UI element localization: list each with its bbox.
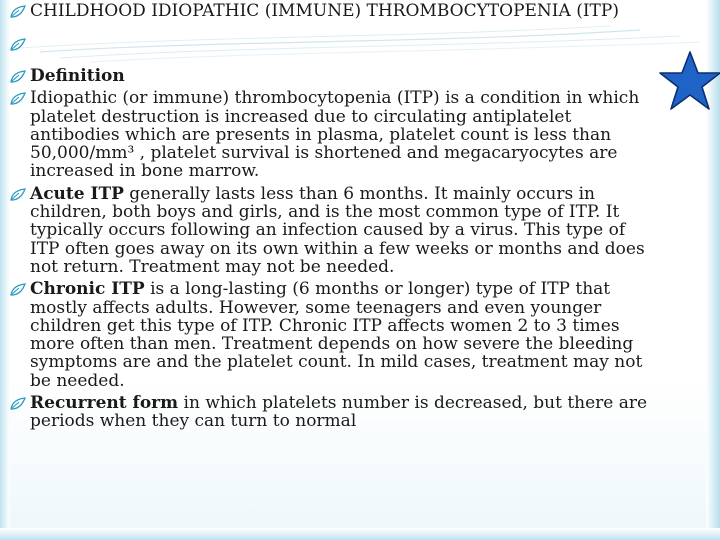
empty-bullet-line <box>10 35 650 57</box>
leaf-bullet-icon <box>10 280 28 298</box>
recurrent-form-text: in which platelets number is decreased, but there are periods when they can turn to normal <box>30 393 648 432</box>
leaf-bullet-icon <box>10 89 28 107</box>
chronic-itp-term: Chronic ITP <box>30 279 145 300</box>
recurrent-form-paragraph <box>10 394 650 431</box>
slide-title <box>10 2 650 21</box>
definition-heading <box>10 67 650 85</box>
definition-text: Idiopathic (or immune) thrombocytopenia (ITP) is a condition in which platelet destruction is increased due to circulating antiplatelet antibodies which are presents in plasma, platelet count is less than 50,000/mm³ , platelet survival is shortened and megacaryocytes are increased in bone marrow. <box>30 88 640 182</box>
slide-content <box>10 0 650 431</box>
chronic-itp-text: is a long-lasting (6 months or longer) type of ITP that mostly affects adults. However, some teenagers and even younger children get this type of ITP. Chronic ITP affects women 2 to 3 times more often than men. Treatment depends on how severe the bleeding symptoms are and the platelet count. In mild cases, treatment may not be needed. <box>30 279 643 391</box>
definition-paragraph <box>10 89 650 180</box>
acute-itp-paragraph <box>10 185 650 276</box>
leaf-bullet-icon <box>10 394 28 412</box>
acute-itp-term: Acute ITP <box>30 183 124 204</box>
acute-itp-text: generally lasts less than 6 months. It mainly occurs in children, both boys and girls, and is the most common type of ITP. It typically occurs following an infection caused by a virus. This type of ITP often goes away on its own within a few weeks or months and does not return. Treatment may not be needed. <box>30 183 645 277</box>
chronic-itp-paragraph <box>10 280 650 390</box>
title-text: CHILDHOOD IDIOPATHIC (IMMUNE) THROMBOCYTOPENIA (ITP) <box>30 1 619 21</box>
slide-frame-left <box>0 0 10 540</box>
star-icon <box>659 50 720 112</box>
leaf-bullet-icon <box>10 185 28 203</box>
definition-heading-text: Definition <box>30 66 125 86</box>
leaf-bullet-icon <box>10 2 28 20</box>
leaf-bullet-icon <box>10 35 28 53</box>
leaf-bullet-icon <box>10 67 28 85</box>
slide-frame-bottom <box>0 528 720 540</box>
recurrent-form-term: Recurrent form <box>30 393 179 414</box>
